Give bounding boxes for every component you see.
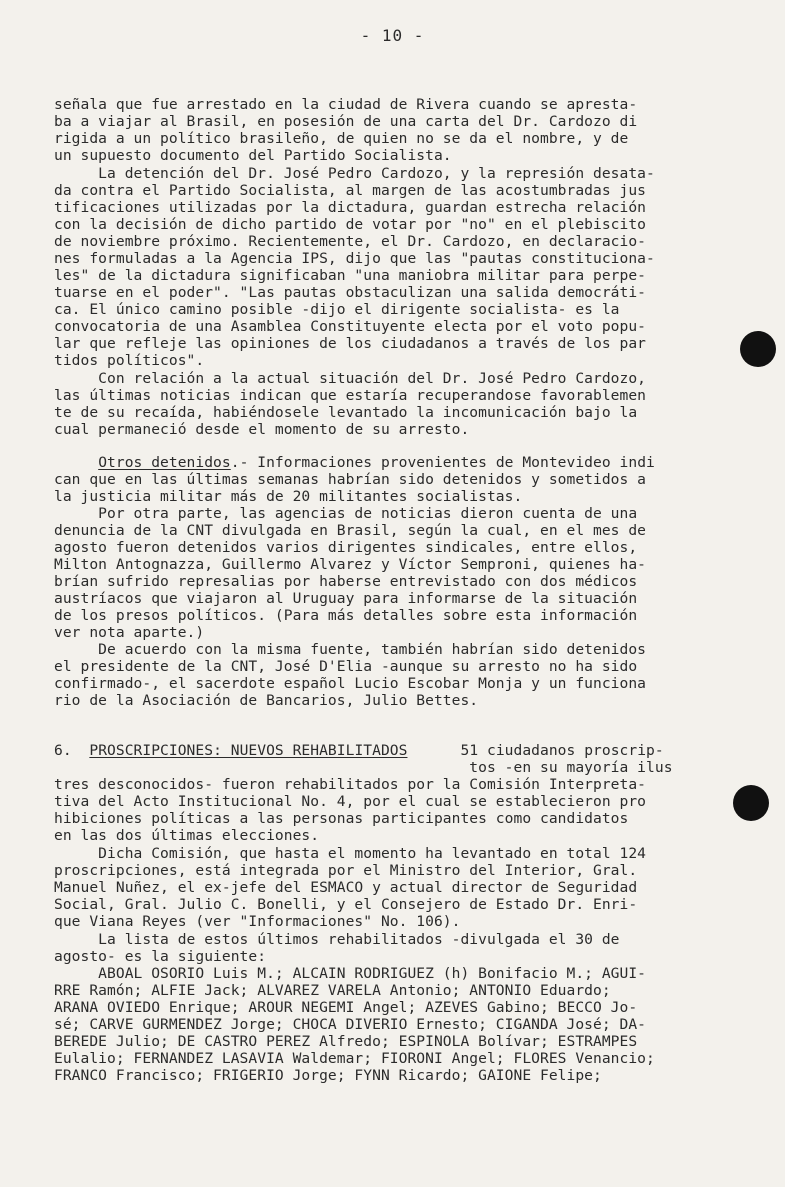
text-line: agosto- es la siguiente: [54,948,267,965]
text-line: en las dos últimas elecciones. [54,827,320,844]
text-line: te de su recaída, habiéndosele levantado la incomunicación bajo la [54,404,638,421]
text-line: Manuel Nuñez, el ex-jefe del ESMACO y actual director de Seguridad [54,879,638,896]
text-line: tres desconocidos- fueron rehabilitados por la Comisión Interpreta- [54,776,647,793]
text-line: austríacos que viajaron al Uruguay para informarse de la situación [54,590,638,607]
text-line: Otros detenidos.- Informaciones provenientes de Montevideo indi [98,454,655,471]
text-line: Por otra parte, las agencias de noticias dieron cuenta de una [54,505,638,522]
text-line: Social, Gral. Julio C. Bonelli, y el Consejero de Estado Dr. Enri- [54,896,638,913]
text-line: 6. PROSCRIPCIONES: NUEVOS REHABILITADOS 51 ciudadanos proscrip- [54,742,664,759]
text-line: que Viana Reyes (ver "Informaciones" No. 106). [54,913,461,930]
text-line: can que en las últimas semanas habrían sido detenidos y sometidos a [54,471,647,488]
text-line: sé; CARVE GURMENDEZ Jorge; CHOCA DIVERIO Ernesto; CIGANDA José; DA- [54,1016,647,1033]
text-line: tidos políticos". [54,352,205,369]
text-line: con la decisión de dicho partido de votar por "no" en el plebiscito [54,216,647,233]
text-line: rigida a un político brasileño, de quien no se da el nombre, y de [54,130,629,147]
underlined-heading: PROSCRIPCIONES: NUEVOS REHABILITADOS [89,742,408,759]
text-line: nes formuladas a la Agencia IPS, dijo que las "pautas constituciona- [54,250,655,267]
text-line: La lista de estos últimos rehabilitados -divulgada el 30 de [54,931,620,948]
text-line: les" de la dictadura significaban "una maniobra militar para perpe- [54,267,647,284]
text-line: hibiciones políticas a las personas participantes como candidatos [54,810,629,827]
text-line: De acuerdo con la misma fuente, también habrían sido detenidos [54,641,647,658]
text-line: Milton Antognazza, Guillermo Alvarez y Víctor Semproni, quienes ha- [54,556,647,573]
text-line: Eulalio; FERNANDEZ LASAVIA Waldemar; FIORONI Angel; FLORES Venancio; [54,1050,655,1067]
text-line: la justicia militar más de 20 militantes socialistas. [54,488,523,505]
text-line: tificaciones utilizadas por la dictadura, guardan estrecha relación [54,199,647,216]
text-line: proscripciones, está integrada por el Ministro del Interior, Gral. [54,862,638,879]
text-line: el presidente de la CNT, José D'Elia -aunque su arresto no ha sido [54,658,638,675]
text-line: tuarse en el poder". "Las pautas obstaculizan una salida democráti- [54,284,647,301]
text-line: ARANA OVIEDO Enrique; AROUR NEGEMI Angel; AZEVES Gabino; BECCO Jo- [54,999,638,1016]
text-line: BEREDE Julio; DE CASTRO PEREZ Alfredo; ESPINOLA Bolívar; ESTRAMPES [54,1033,638,1050]
text-line: denuncia de la CNT divulgada en Brasil, según la cual, en el mes de [54,522,647,539]
text-line: ca. El único camino posible -dijo el dirigente socialista- es la [54,301,620,318]
text-line: La detención del Dr. José Pedro Cardozo, y la represión desata- [54,165,655,182]
text-line: lar que refleje las opiniones de los ciudadanos a través de los par [54,335,647,352]
text-line: tos -en su mayoría ilus [54,759,673,776]
text-line: un supuesto documento del Partido Socialista. [54,147,452,164]
text-line: ba a viajar al Brasil, en posesión de una carta del Dr. Cardozo di [54,113,638,130]
underlined-heading: Otros detenidos [98,454,231,471]
text-line: Dicha Comisión, que hasta el momento ha levantado en total 124 [54,845,647,862]
text-line: confirmado-, el sacerdote español Lucio Escobar Monja y un funciona [54,675,647,692]
text-line: ver nota aparte.) [54,624,205,641]
text-line: las últimas noticias indican que estaría recuperandose favorablemen [54,387,647,404]
text-line: da contra el Partido Socialista, al margen de las acostumbradas jus [54,182,647,199]
text-line: brían sufrido represalias por haberse entrevistado con dos médicos [54,573,638,590]
text-line: de noviembre próximo. Recientemente, el Dr. Cardozo, en declaracio- [54,233,647,250]
text-line: RRE Ramón; ALFIE Jack; ALVAREZ VARELA Antonio; ANTONIO Eduardo; [54,982,611,999]
text-line: convocatoria de una Asamblea Constituyente electa por el voto popu- [54,318,647,335]
text-line: FRANCO Francisco; FRIGERIO Jorge; FYNN Ricardo; GAIONE Felipe; [54,1067,602,1084]
text-line: rio de la Asociación de Bancarios, Julio Bettes. [54,692,479,709]
text-line: señala que fue arrestado en la ciudad de Rivera cuando se apresta- [54,96,638,113]
text-line: cual permaneció desde el momento de su arresto. [54,421,470,438]
text-line: tiva del Acto Institucional No. 4, por el cual se establecieron pro [54,793,647,810]
text-line: de los presos políticos. (Para más detalles sobre esta información [54,607,638,624]
text-line: ABOAL OSORIO Luis M.; ALCAIN RODRIGUEZ (h) Bonifacio M.; AGUI- [54,965,647,982]
punch-hole-top [740,331,776,367]
text-line: agosto fueron detenidos varios dirigentes sindicales, entre ellos, [54,539,638,556]
text-line: Con relación a la actual situación del Dr. José Pedro Cardozo, [54,370,647,387]
punch-hole-bottom [733,785,769,821]
page-number: - 10 - [360,26,425,45]
